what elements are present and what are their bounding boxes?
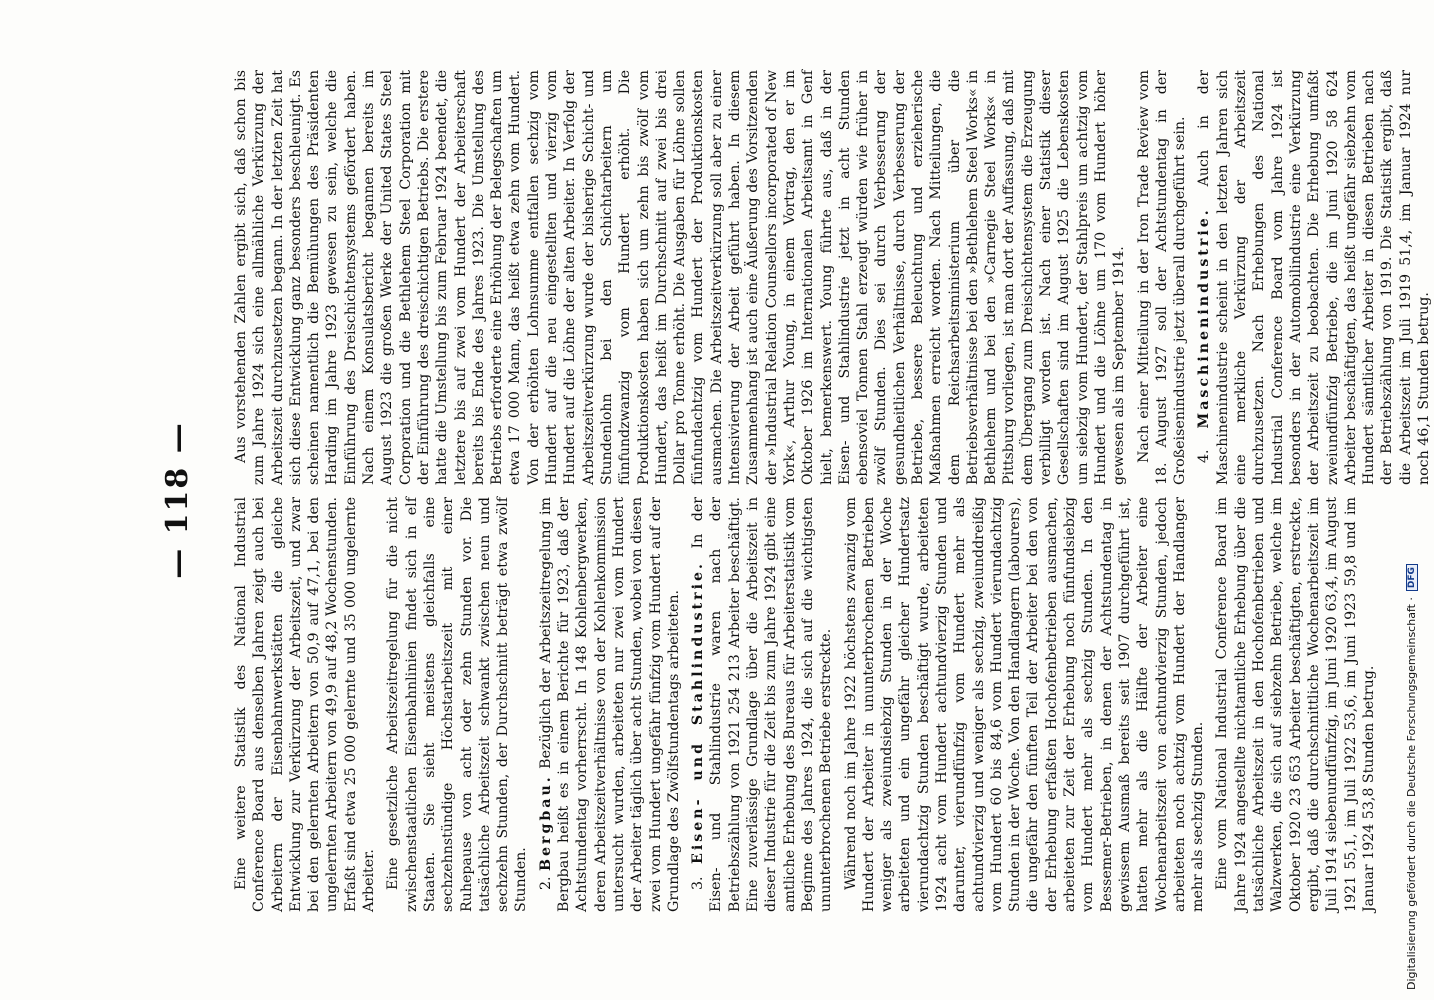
paragraph: Während noch im Jahre 1922 höchstens zwanzig vom Hundert der Arbeiter in ununterbrochenen Betrieben weniger als zweiundsiebzig Stunden in der Woche arbeiteten und ein ungefähr gleicher Hundertsatz vierundachtzig Stunden beschäftigt wurde, arbeiteten 1924 acht vom Hundert achtundvierzig Stunden und darunter, vierundfünfzig vom Hundert mehr als achtundvierzig und weniger als sechzig, zweiunddreißig vom Hundert 60 bis 84,6 vom Hundert vierundachtzig Stunden in der Woche. Von den Handlangern (labourers), die ungefähr den fünften Teil der Arbeiter bei den von der Erhebung erfaßten Hochofenbetrieben ausmachen, arbeiteten zur Zeit der Erhebung noch fünfundsiebzig vom Hundert mehr als sechzig Stunden. In den Bessemer-Betrieben, in denen der Achtstundentag in gewissem Ausmaß bereits seit 1907 durchgeführt ist, hatten mehr als die Hälfte der Arbeiter eine Wochenarbeitszeit von achtundvierzig Stunden, jedoch arbeiteten noch achtzig vom Hundert der Handlanger mehr als sechzig Stunden. (842, 497, 1207, 912)
paragraph-body: Bezüglich der Arbeitszeitregelung im Bergbau heißt es in einem Berichte für 1923, daß der Achtstundentag vorherrscht. In 148 Kohlenbergwerken, deren Arbeitszeitverhältnisse von der Kohlenkommission untersucht wurden, arbeiteten nur zwei vom Hundert der Arbeiter täglich über acht Stunden, wobei von diesen zwei vom Hundert ungefähr fünfzig vom Hundert auf der Grundlage des Zwölfstundentags arbeiteten. (537, 496, 682, 912)
dfg-logo: DFG (1406, 564, 1418, 591)
section-heading-maschinen: Maschinenindustrie. (1196, 207, 1213, 429)
paragraph-body: Auch in der Maschinenindustrie scheint in den letzten Jahren sich eine merkliche Verkürzung der Arbeitszeit durchzusetzen. Nach Erhebungen des National Industrial Conference Board vom Jahre 1924 ist besonders in der Automobilindustrie eine Verkürzung der Arbeitszeit zu beobachten. Die Erhebung umfaßt zweiundfünfzig Betriebe, die im Juni 1920 58 624 Arbeiter beschäftigten, das heißt ungefähr siebzehn vom Hundert sämtlicher Arbeiter in diesen Betrieben nach der Betriebszählung von 1919. Die Statistik ergibt, daß die Arbeitszeit im Juli 1919 51,4, im Januar 1924 nur noch 46,1 Stunden betrug. (1196, 70, 1432, 485)
paragraph: Eine gesetzliche Arbeitszeitregelung für die nicht zwischenstaatlichen Eisenbahnlinien findet sich in elf Staaten. Sie sieht meistens gleichfalls eine sechzehnstündige Höchstarbeitszeit mit einer Ruhepause von acht oder zehn Stunden vor. Die tatsächliche Arbeitszeit schwankt zwischen neun und sechzehn Stunden, der Durchschnitt beträgt etwa zwölf Stunden. (385, 497, 530, 912)
right-column (232, 70, 1433, 485)
page-number: — 118 — (160, 421, 195, 579)
section-heading-eisen: Eisen- und Stahlindustrie. (690, 561, 707, 864)
left-column (232, 497, 1378, 912)
section-number: 2. (537, 871, 554, 890)
paragraph: Aus vorstehenden Zahlen ergibt sich, daß schon bis zum Jahre 1924 sich eine allmähliche Verkürzung der Arbeitszeit durchzusetzen begann. In der letzten Zeit hat sich diese Entwicklung ganz besonders beschleunigt. Es scheinen namentlich die Bemühungen des Präsidenten Harding im Jahre 1923 gewesen zu sein, welche die Einführung des Dreischichtensystems gefördert haben. Nach einem Konsulatsbericht begannen bereits im August 1923 die großen Werke der United States Steel Corporation und die Bethlehem Steel Corporation mit der Einführung des dreischichtigen Betriebs. Die erstere hatte die Umstellung bis zum Februar 1924 beendet, die letztere bis auf zwei vom Hundert der Arbeiterschaft bereits bis Ende des Jahres 1923. Die Umstellung des Betriebs erforderte eine Erhöhung der Belegschaften um etwa 17 000 Mann, das heißt etwa zehn vom Hundert. Von der erhöhten Lohnsumme entfallen sechzig vom Hundert auf die neu eingestellten und vierzig vom Hundert auf die Löhne der alten Arbeiter. In Verfolg der Arbeitszeitverkürzung wurde der bisherige Schicht- und Stundenlohn bei den Schichtarbeitern um fünfundzwanzig vom Hundert erhöht. Die Produktionskosten haben sich um zehn bis zwölf vom Hundert, das heißt im Durchschnitt auf zwei bis drei Dollar pro Tonne erhöht. Die Ausgaben für Löhne sollen fünfundachtzig vom Hundert der Produktionskosten ausmachen. Die Arbeitszeitverkürzung soll aber zu einer Intensivierung der Arbeit geführt haben. In diesem Zusammenhang ist auch eine Äußerung des Vorsitzenden der »Industrial Relation Counsellors incorporated of New York«, Arthur Young, in einem Vortrag, den er im Oktober 1926 im Internationalen Arbeitsamt in Genf hielt, bemerkenswert. Young führte aus, daß in der Eisen- und Stahlindustrie jetzt in acht Stunden ebensoviel Tonnen Stahl erzeugt würden wie früher in zwölf Stunden. Dies sei durch Verbesserung der gesundheitlichen Verhältnisse, durch Verbesserung der Betriebe, bessere Beleuchtung und erzieherische Maßnahmen erreicht worden. Nach Mitteilungen, die dem Reichsarbeitsministerium über die Betriebsverhältnisse bei den »Bethlehem Steel Works« in Bethlehem und bei den »Carnegie Steel Works« in Pittsburg vorliegen, ist man dort der Auffassung, daß mit dem Übergang zum Dreischichtensystem die Erzeugung verbilligt worden ist. Nach einer Statistik dieser Gesellschaften sind im August 1925 die Lebenskosten um siebzig vom Hundert, der Stahlpreis um achtzig vom Hundert und die Löhne um 170 vom Hundert höher gewesen als im September 1914. (233, 69, 1128, 485)
credit-text: Digitalisierung gefördert durch die Deutsche Forschungsgemeinschaft · (1405, 597, 1418, 990)
paragraph: Eine vom National Industrial Conference Board im Jahre 1924 angestellte nichtamtliche Erhebung über die tatsächliche Arbeitszeit in den Hochofenbetrieben und Walzwerken, die sich auf siebzehn Betriebe, welche im Oktober 1920 23 653 Arbeiter beschäftigten, erstreckte, ergibt, daß die durchschnittliche Wochenarbeitszeit im Juli 1914 siebenundfünfzig, im Juni 1920 63,4, im August 1921 55,1, im Juli 1922 53,6, im Juni 1923 59,8 und im Januar 1924 53,8 Stunden betrug. (1214, 497, 1377, 912)
paragraph (689, 497, 835, 912)
digitization-credit (1405, 564, 1418, 990)
paragraph: Eine weitere Statistik des National Industrial Conference Board aus denselben Jahren zeigt auch bei Arbeitern der Eisenbahnwerkstätten die gleiche Entwicklung zur Verkürzung der Arbeitszeit, und zwar bei den gelernten Arbeitern von 50,9 auf 47,1, bei den ungelernten Arbeitern von 49,9 auf 48,2 Wochenstunden. Erfaßt sind etwa 25 000 gelernte und 35 000 ungelernte Arbeiter. (233, 497, 378, 912)
paragraph: Nach einer Mitteilung in der Iron Trade Review vom 18. August 1927 soll der Achtstundentag in der Großeisenindustrie jetzt überall durchgeführt sein. (1135, 70, 1189, 485)
paragraph (537, 497, 683, 912)
section-number: 4. (1196, 428, 1213, 463)
section-heading-bergbau: Bergbau. (537, 774, 554, 872)
section-number: 3. (690, 863, 707, 890)
paragraph-body: Eisen- und Stahlindustrie waren nach der Betriebszählung von 1921 254 213 Arbeiter beschäftigt. Eine zuverlässige Grundlage über die Arbeitszeit in dieser Industrie für die Zeit bis zum Jahre 1924 gibt eine amtliche Erhebung des Bureaus für Arbeiterstatistik vom Beginne des Jahres 1924, die sich auf die wichtigsten ununterbrochenen Betriebe erstreckte. (708, 497, 835, 912)
paragraph (1195, 70, 1433, 485)
paragraph-lead: In der (690, 496, 707, 549)
